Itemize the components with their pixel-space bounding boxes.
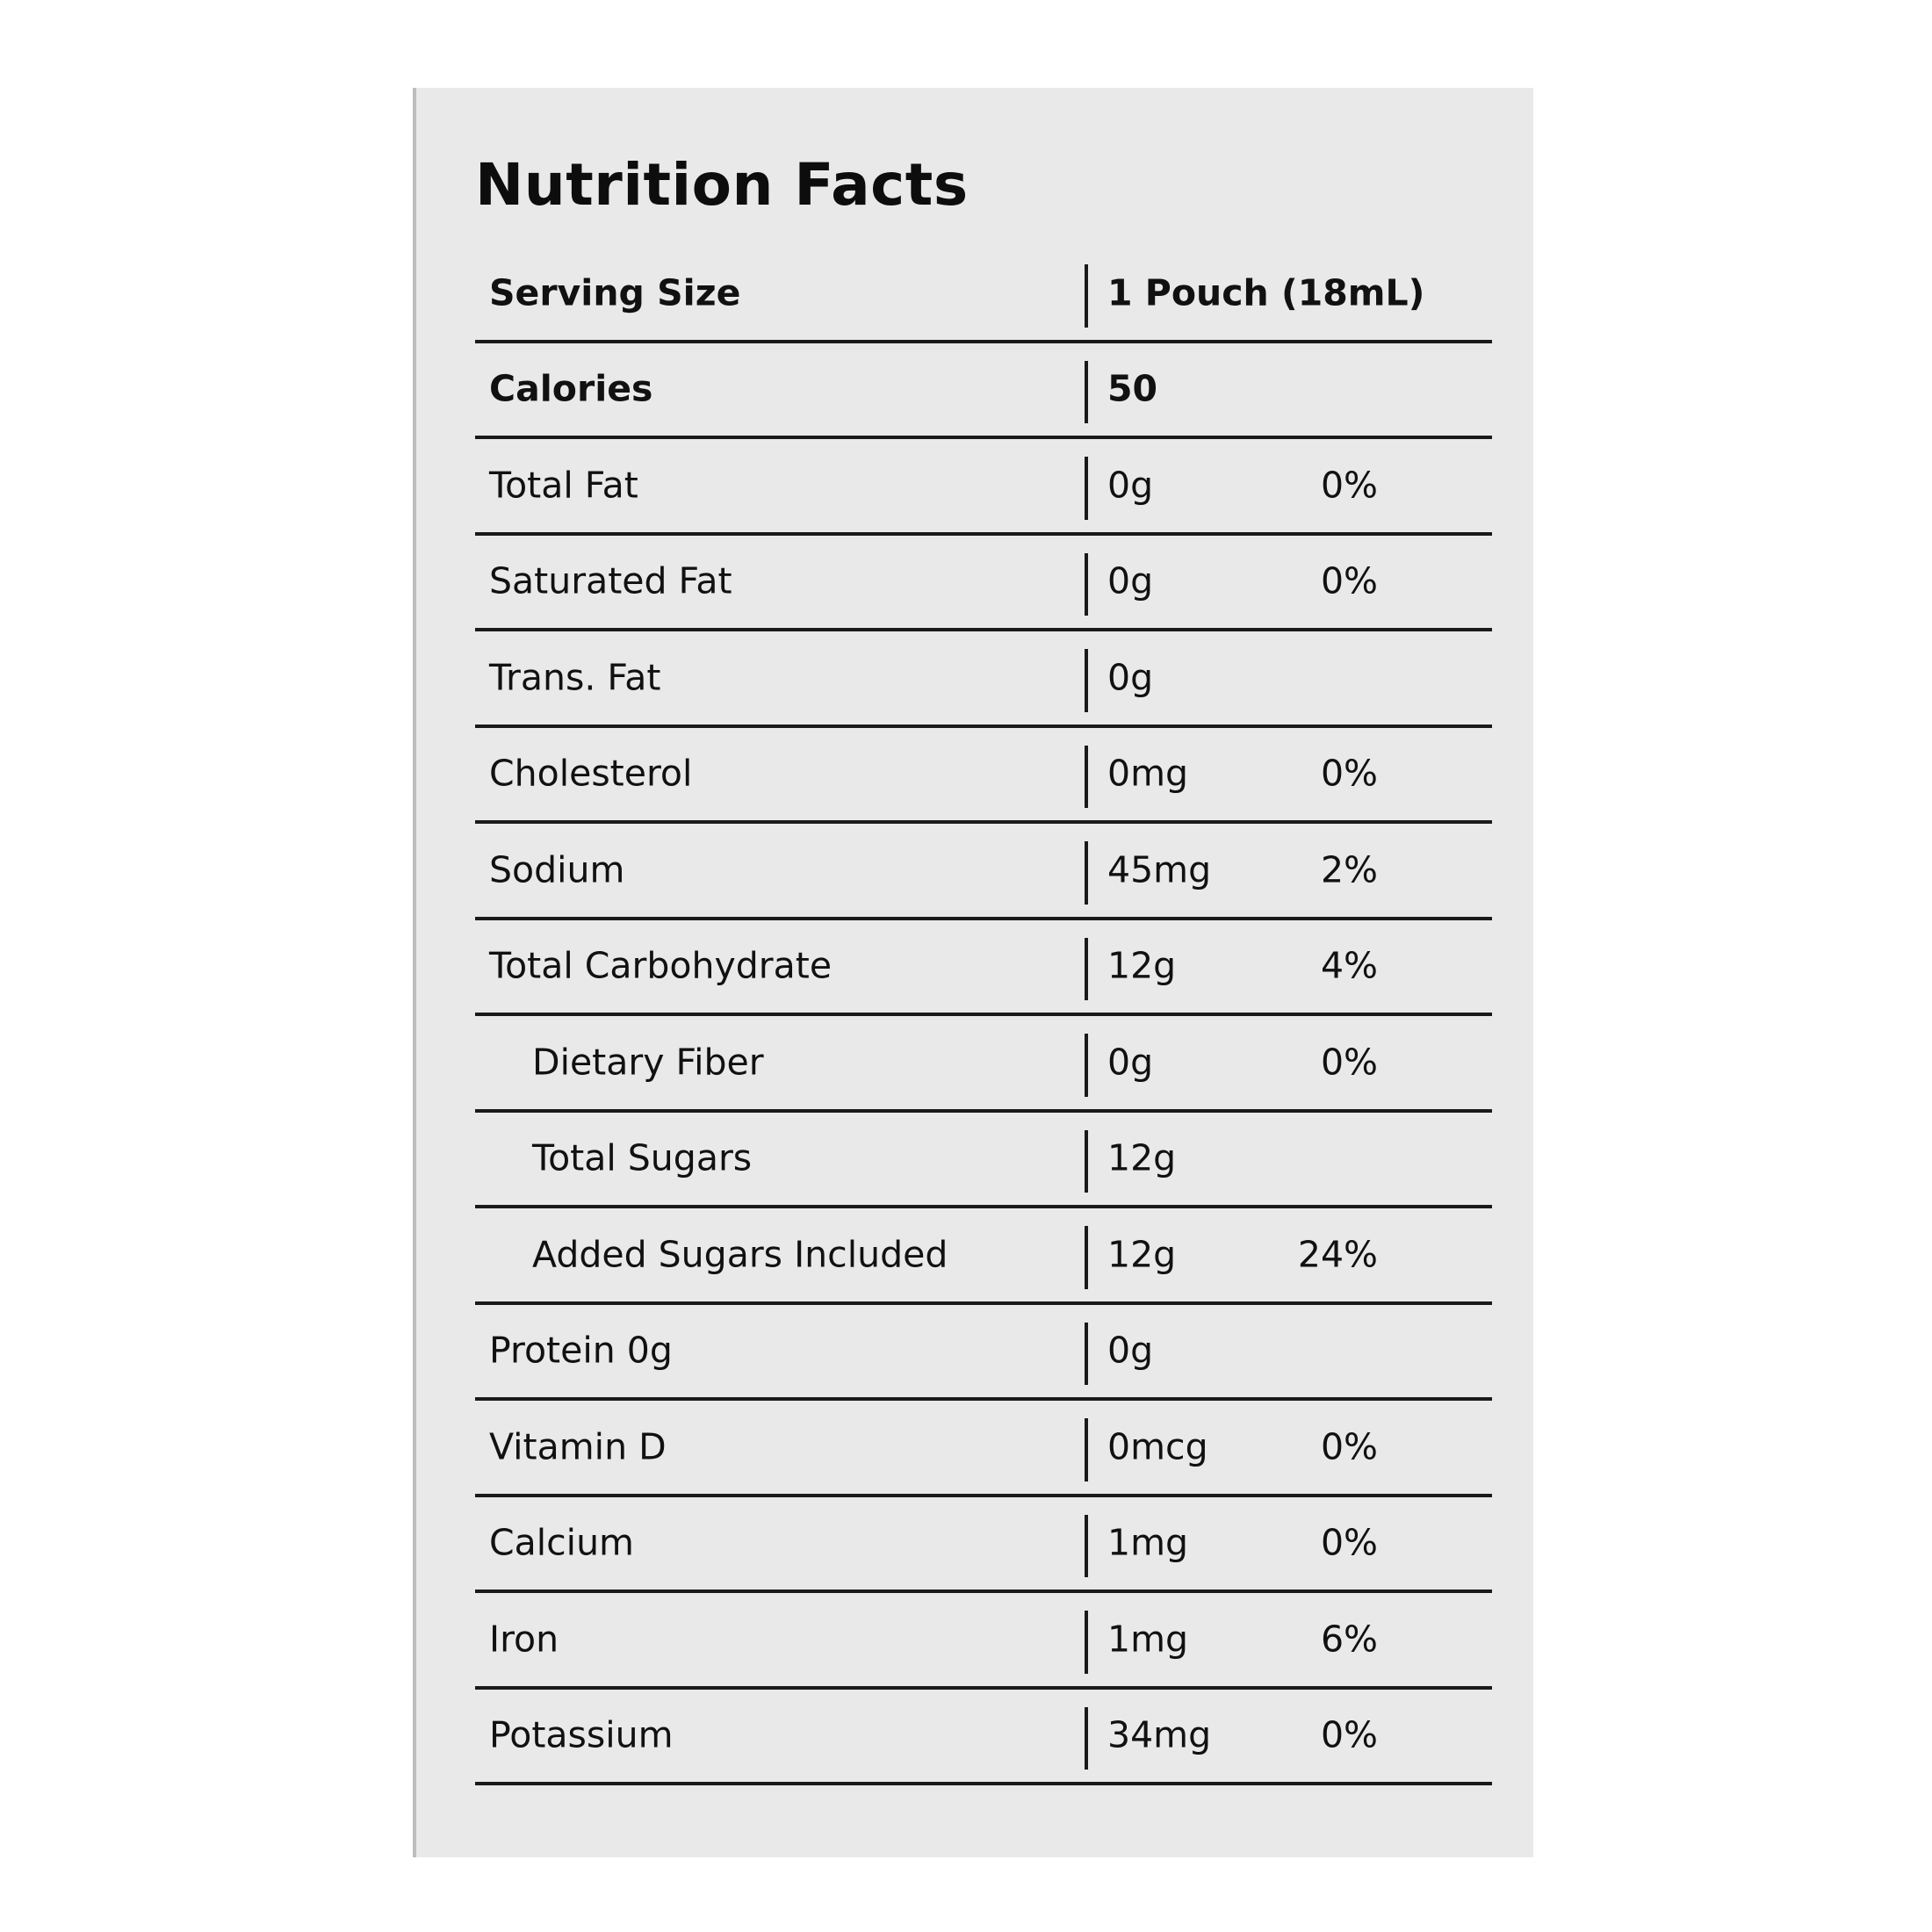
nutrient-amount: 1mg	[1107, 1618, 1189, 1661]
nutrient-amount: 45mg	[1107, 848, 1212, 891]
nutrient-row-dietary-fiber	[475, 1016, 1492, 1113]
nutrient-row-total-fat	[475, 439, 1492, 536]
nutrient-amount: 0g	[1107, 1329, 1154, 1372]
nutrient-label: Trans. Fat	[489, 656, 661, 699]
column-divider	[1085, 746, 1088, 809]
column-divider	[1085, 1323, 1088, 1386]
nutrient-daily-value: 0%	[1320, 1713, 1378, 1756]
column-divider	[1085, 649, 1088, 712]
nutrient-row-total-carbohydrate	[475, 920, 1492, 1017]
nutrient-row-serving-size	[475, 247, 1492, 343]
nutrient-label: Iron	[489, 1618, 559, 1661]
nutrient-amount: 34mg	[1107, 1713, 1212, 1756]
column-divider	[1085, 938, 1088, 1001]
nutrient-amount: 0g	[1107, 1041, 1154, 1084]
column-divider	[1085, 1515, 1088, 1578]
column-divider	[1085, 1707, 1088, 1770]
column-divider	[1085, 1226, 1088, 1289]
nutrient-daily-value: 6%	[1320, 1618, 1378, 1661]
nutrient-label: Potassium	[489, 1713, 674, 1756]
nutrient-label: Added Sugars Included	[532, 1233, 948, 1276]
nutrient-amount: 0mcg	[1107, 1425, 1208, 1468]
nutrient-amount: 0g	[1107, 559, 1154, 602]
nutrient-row-trans-fat	[475, 631, 1492, 728]
nutrient-label: Calories	[489, 367, 653, 410]
nutrient-amount: 12g	[1107, 944, 1177, 987]
column-divider	[1085, 361, 1088, 424]
nutrient-label: Sodium	[489, 848, 625, 891]
nutrient-amount: 0g	[1107, 464, 1154, 507]
column-divider	[1085, 457, 1088, 520]
nutrient-label: Saturated Fat	[489, 559, 732, 602]
nutrient-row-iron	[475, 1593, 1492, 1690]
nutrient-row-calcium	[475, 1497, 1492, 1594]
nutrient-daily-value: 0%	[1320, 1041, 1378, 1084]
column-divider	[1085, 1130, 1088, 1193]
nutrient-label: Protein 0g	[489, 1329, 673, 1372]
nutrient-row-protein-0g	[475, 1305, 1492, 1402]
nutrient-row-saturated-fat	[475, 536, 1492, 632]
nutrient-label: Total Sugars	[532, 1136, 753, 1179]
nutrient-amount: 50	[1107, 367, 1158, 410]
nutrient-daily-value: 0%	[1320, 1425, 1378, 1468]
nutrient-label: Dietary Fiber	[532, 1041, 764, 1084]
column-divider	[1085, 1611, 1088, 1674]
nutrient-label: Cholesterol	[489, 752, 693, 795]
column-divider	[1085, 841, 1088, 905]
nutrient-row-calories	[475, 343, 1492, 440]
nutrition-facts-table	[475, 247, 1492, 1785]
nutrient-label: Total Fat	[489, 464, 638, 507]
nutrient-amount: 0mg	[1107, 752, 1189, 795]
nutrition-facts-title: Nutrition Facts	[475, 151, 969, 219]
nutrient-amount: 0g	[1107, 656, 1154, 699]
column-divider	[1085, 1418, 1088, 1481]
nutrient-amount: 12g	[1107, 1233, 1177, 1276]
nutrient-daily-value: 4%	[1320, 944, 1378, 987]
nutrient-row-vitamin-d	[475, 1401, 1492, 1497]
nutrient-row-cholesterol	[475, 728, 1492, 825]
column-divider	[1085, 264, 1088, 328]
nutrient-daily-value: 2%	[1320, 848, 1378, 891]
nutrient-amount: 1 Pouch (18mL)	[1107, 271, 1425, 314]
nutrient-daily-value: 0%	[1320, 559, 1378, 602]
nutrient-label: Calcium	[489, 1521, 635, 1564]
nutrient-daily-value: 0%	[1320, 464, 1378, 507]
nutrient-row-total-sugars	[475, 1113, 1492, 1209]
nutrient-label: Serving Size	[489, 271, 741, 314]
nutrient-amount: 12g	[1107, 1136, 1177, 1179]
nutrition-facts-panel	[413, 88, 1533, 1857]
nutrient-row-added-sugars-included	[475, 1208, 1492, 1305]
nutrient-daily-value: 24%	[1297, 1233, 1378, 1276]
column-divider	[1085, 1034, 1088, 1097]
column-divider	[1085, 553, 1088, 616]
nutrient-row-sodium	[475, 824, 1492, 920]
nutrient-daily-value: 0%	[1320, 1521, 1378, 1564]
nutrient-label: Total Carbohydrate	[489, 944, 833, 987]
nutrient-label: Vitamin D	[489, 1425, 667, 1468]
nutrient-daily-value: 0%	[1320, 752, 1378, 795]
nutrient-amount: 1mg	[1107, 1521, 1189, 1564]
nutrient-row-potassium	[475, 1690, 1492, 1786]
